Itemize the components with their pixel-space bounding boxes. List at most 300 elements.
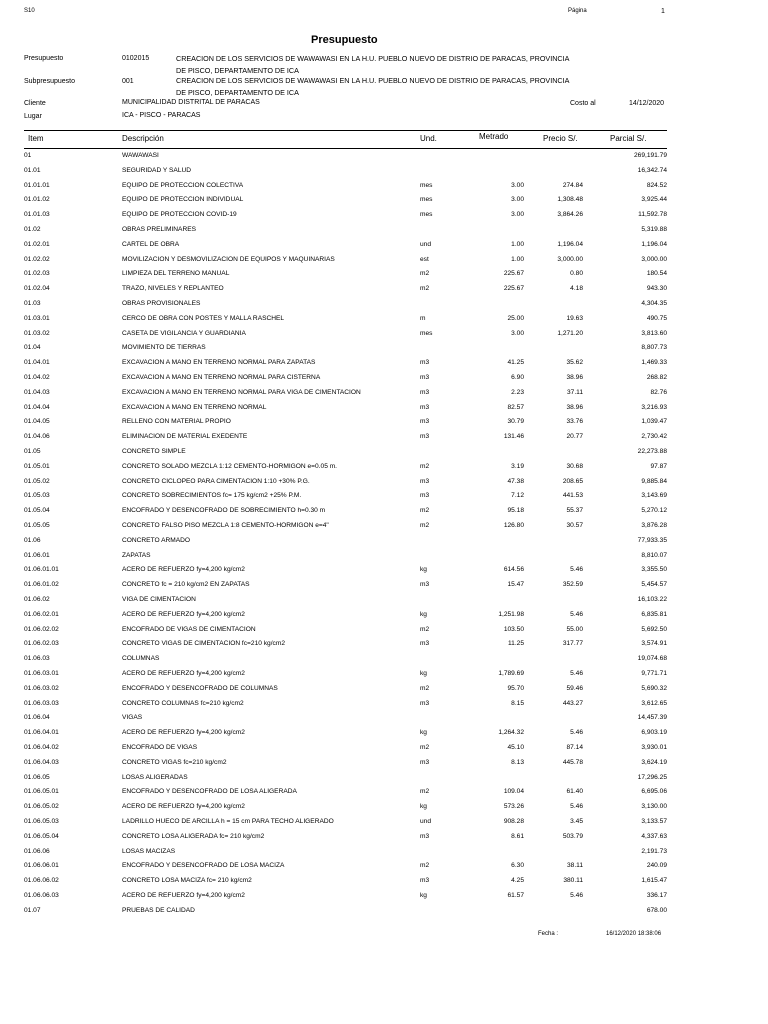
row-item: 01.06.05.03 — [24, 818, 59, 825]
row-metrado: 95.70 — [507, 684, 524, 692]
row-unit: m — [420, 314, 426, 322]
row-unit: und — [420, 240, 432, 248]
row-unit: m2 — [420, 522, 430, 529]
table-row — [0, 698, 768, 713]
row-precio: 3.45 — [570, 818, 583, 825]
row-precio: 5.46 — [570, 729, 583, 737]
table-row — [0, 446, 768, 461]
row-item: 01.01.01 — [24, 181, 50, 189]
table-row — [0, 609, 768, 624]
row-precio: 87.14 — [566, 744, 583, 751]
table-row — [0, 875, 768, 890]
row-description: ENCOFRADO Y DESENCOFRADO DE LOSA ALIGERADA — [122, 788, 297, 796]
row-precio: 274.84 — [562, 181, 583, 189]
row-unit: m3 — [420, 359, 430, 367]
row-parcial: 8,810.07 — [641, 551, 667, 559]
row-description: EQUIPO DE PROTECCION COLECTIVA — [122, 181, 244, 189]
row-precio: 5.46 — [570, 566, 583, 574]
row-unit: m3 — [420, 492, 430, 500]
row-parcial: 22,273.88 — [637, 448, 667, 455]
table-row — [0, 905, 768, 920]
row-precio: 30.57 — [566, 522, 583, 529]
row-item: 01.06.02 — [24, 596, 50, 603]
row-parcial: 3,813.60 — [641, 329, 667, 337]
row-metrado: 126.80 — [503, 522, 524, 529]
table-row — [0, 757, 768, 772]
row-item: 01.06.04.03 — [24, 758, 59, 766]
row-metrado: 1,789.69 — [498, 670, 524, 677]
row-item: 01.06.06 — [24, 847, 50, 855]
table-row — [0, 579, 768, 594]
row-item: 01.06.03.03 — [24, 699, 59, 707]
row-item: 01.06.01.01 — [24, 566, 59, 574]
row-parcial: 9,771.71 — [641, 670, 667, 677]
row-parcial: 2,191.73 — [641, 847, 667, 855]
row-parcial: 269,191.79 — [633, 152, 667, 159]
row-description: ENCOFRADO DE VIGAS DE CIMENTACION — [122, 625, 256, 633]
row-metrado: 25.00 — [507, 314, 524, 322]
row-unit: mes — [420, 211, 433, 219]
row-description: SEGURIDAD Y SALUD — [122, 166, 192, 174]
table-row — [0, 668, 768, 683]
row-parcial: 240.09 — [646, 862, 667, 870]
row-item: 01 — [24, 152, 32, 159]
table-row — [0, 476, 768, 491]
subpresupuesto-desc-line2: DE PISCO, DEPARTAMENTO DE ICA — [176, 88, 299, 97]
table-row — [0, 683, 768, 698]
row-parcial: 16,342.74 — [637, 166, 667, 174]
table-row — [0, 638, 768, 653]
row-item: 01.05 — [24, 448, 41, 455]
row-metrado: 225.67 — [503, 285, 524, 293]
subpresupuesto-code: 001 — [122, 78, 134, 85]
page-title: Presupuesto — [311, 34, 378, 46]
row-item: 01.06.02.03 — [24, 640, 59, 648]
row-description: CONCRETO CICLOPEO PARA CIMENTACION 1:10 +30% P.G. — [122, 477, 310, 485]
row-metrado: 61.57 — [507, 892, 524, 899]
row-description: CONCRETO fc = 210 kg/cm2 EN ZAPATAS — [122, 581, 250, 589]
row-unit: kg — [420, 610, 427, 618]
row-parcial: 3,355.50 — [641, 566, 667, 574]
row-unit: mes — [420, 196, 433, 204]
table-row — [0, 283, 768, 298]
row-item: 01.02.01 — [24, 240, 50, 248]
row-description: CONCRETO ARMADO — [122, 536, 191, 544]
row-item: 01.06.02.01 — [24, 610, 59, 618]
row-item: 01.06 — [24, 536, 41, 544]
row-description: CONCRETO COLUMNAS fc=210 kg/cm2 — [122, 699, 244, 707]
row-description: LOSAS ALIGERADAS — [122, 773, 188, 781]
row-precio: 317.77 — [562, 640, 583, 648]
row-parcial: 268.82 — [646, 374, 667, 381]
row-parcial: 180.54 — [646, 270, 667, 278]
row-unit: m3 — [420, 832, 430, 840]
row-item: 01.05.02 — [24, 477, 50, 485]
row-unit: kg — [420, 670, 427, 677]
row-item: 01.06.03 — [24, 655, 50, 663]
row-precio: 352.59 — [562, 581, 583, 589]
table-row — [0, 831, 768, 846]
row-unit: m2 — [420, 625, 430, 633]
row-precio: 1,271.20 — [557, 329, 583, 337]
row-unit: kg — [420, 566, 427, 574]
row-parcial: 824.52 — [646, 181, 667, 189]
row-parcial: 3,624.19 — [641, 758, 667, 766]
row-precio: 19.63 — [566, 314, 583, 322]
row-parcial: 490.75 — [646, 314, 667, 322]
row-unit: m2 — [420, 862, 430, 870]
row-description: ZAPATAS — [122, 551, 151, 559]
row-description: WAWAWASI — [122, 152, 159, 159]
row-unit: und — [420, 818, 432, 825]
row-parcial: 5,454.57 — [641, 581, 667, 589]
row-item: 01.01 — [24, 166, 41, 174]
subpresupuesto-label: Subpresupuesto — [24, 78, 75, 85]
row-description: VIGAS — [122, 714, 143, 722]
row-item: 01.05.01 — [24, 462, 50, 470]
table-row — [0, 742, 768, 757]
row-unit: m2 — [420, 744, 430, 751]
row-parcial: 1,469.33 — [641, 359, 667, 367]
row-description: ACERO DE REFUERZO fy=4,200 kg/cm2 — [122, 610, 245, 618]
cliente-label: Cliente — [24, 100, 46, 107]
row-metrado: 225.67 — [503, 270, 524, 278]
table-row — [0, 357, 768, 372]
row-description: ACERO DE REFUERZO fy=4,200 kg/cm2 — [122, 803, 245, 811]
row-description: LOSAS MACIZAS — [122, 847, 176, 855]
row-description: MOVILIZACION Y DESMOVILIZACION DE EQUIPOS Y MAQUINARIAS — [122, 255, 335, 263]
row-description: ACERO DE REFUERZO fy=4,200 kg/cm2 — [122, 670, 245, 677]
presupuesto-code: 0102015 — [122, 55, 150, 62]
row-precio: 20.77 — [566, 433, 583, 441]
row-item: 01.02.02 — [24, 255, 50, 263]
row-metrado: 8.15 — [511, 699, 524, 707]
presupuesto-desc-line2: DE PISCO, DEPARTAMENTO DE ICA — [176, 66, 299, 75]
row-parcial: 6,835.81 — [641, 610, 667, 618]
row-parcial: 3,612.65 — [641, 699, 667, 707]
row-item: 01.06.04.02 — [24, 744, 59, 751]
row-parcial: 5,690.32 — [641, 684, 667, 692]
row-precio: 3,000.00 — [557, 255, 583, 263]
row-unit: m3 — [420, 374, 430, 381]
row-parcial: 77,933.35 — [637, 536, 667, 544]
row-metrado: 614.56 — [503, 566, 524, 574]
row-parcial: 1,196.04 — [641, 240, 667, 248]
row-unit: m3 — [420, 581, 430, 589]
row-parcial: 16,103.22 — [637, 596, 667, 603]
row-item: 01.06.03.02 — [24, 684, 59, 692]
row-parcial: 9,885.84 — [641, 477, 667, 485]
row-precio: 37.11 — [566, 388, 583, 396]
table-row — [0, 416, 768, 431]
row-description: ACERO DE REFUERZO fy=4,200 kg/cm2 — [122, 892, 245, 899]
table-row — [0, 564, 768, 579]
row-parcial: 943.30 — [646, 285, 667, 293]
row-description: ACERO DE REFUERZO fy=4,200 kg/cm2 — [122, 566, 245, 574]
row-item: 01.01.02 — [24, 196, 50, 204]
row-metrado: 3.19 — [511, 462, 524, 470]
row-description: ENCOFRADO Y DESENCOFRADO DE LOSA MACIZA — [122, 862, 285, 870]
row-description: MOVIMIENTO DE TIERRAS — [122, 344, 206, 352]
row-parcial: 82.76 — [650, 388, 667, 396]
row-unit: kg — [420, 892, 427, 899]
row-unit: m2 — [420, 270, 430, 278]
row-item: 01.03.02 — [24, 329, 50, 337]
row-parcial: 19,074.68 — [637, 655, 667, 663]
table-row — [0, 772, 768, 787]
lugar-label: Lugar — [24, 113, 42, 120]
row-item: 01.06.01.02 — [24, 581, 59, 589]
row-metrado: 103.50 — [503, 625, 524, 633]
row-precio: 0.80 — [570, 270, 583, 278]
row-metrado: 6.90 — [511, 374, 524, 381]
table-row — [0, 313, 768, 328]
row-description: TRAZO, NIVELES Y REPLANTEO — [122, 285, 224, 293]
cliente-value: MUNICIPALIDAD DISTRITAL DE PARACAS — [122, 99, 260, 106]
row-parcial: 97.87 — [650, 462, 667, 470]
row-parcial: 3,143.69 — [641, 492, 667, 500]
row-description: CONCRETO LOSA ALIGERADA fc= 210 kg/cm2 — [122, 832, 265, 840]
row-metrado: 908.28 — [503, 818, 524, 825]
row-description: LIMPIEZA DEL TERRENO MANUAL — [122, 270, 230, 278]
row-parcial: 5,270.12 — [641, 507, 667, 515]
lugar-value: ICA - PISCO - PARACAS — [122, 112, 201, 119]
col-und: Und. — [420, 134, 437, 143]
row-metrado: 30.79 — [507, 418, 524, 426]
row-parcial: 3,876.28 — [641, 522, 667, 529]
row-parcial: 8,807.73 — [641, 344, 667, 352]
table-row — [0, 431, 768, 446]
row-item: 01.06.04 — [24, 714, 50, 722]
row-precio: 55.37 — [566, 507, 583, 515]
row-precio: 59.46 — [566, 684, 583, 692]
row-parcial: 6,903.19 — [641, 729, 667, 737]
row-item: 01.04.05 — [24, 418, 50, 426]
row-parcial: 11,592.78 — [638, 211, 667, 219]
row-metrado: 1,264.32 — [498, 729, 524, 737]
row-unit: m3 — [420, 403, 430, 411]
presupuesto-desc-line1: CREACION DE LOS SERVICIOS DE WAWAWASI EN LA H.U. PUEBLO NUEVO DE DISTRIO DE PARACAS, PROVINCIA — [176, 54, 570, 63]
row-precio: 208.65 — [562, 477, 583, 485]
row-description: OBRAS PROVISIONALES — [122, 300, 201, 307]
table-row — [0, 727, 768, 742]
row-item: 01.04.06 — [24, 433, 50, 441]
row-description: LADRILLO HUECO DE ARCILLA h = 15 cm PARA TECHO ALIGERADO — [122, 818, 334, 825]
table-row — [0, 786, 768, 801]
row-description: ENCOFRADO Y DESENCOFRADO DE SOBRECIMIENTO h=0.30 m — [122, 507, 326, 515]
table-row — [0, 594, 768, 609]
row-item: 01.06.06.01 — [24, 862, 59, 870]
table-row — [0, 653, 768, 668]
table-row — [0, 535, 768, 550]
table-row — [0, 387, 768, 402]
row-precio: 503.79 — [562, 832, 583, 840]
row-metrado: 15.47 — [507, 581, 524, 589]
table-row — [0, 194, 768, 209]
table-row — [0, 860, 768, 875]
table-row — [0, 624, 768, 639]
row-description: EQUIPO DE PROTECCION INDIVIDUAL — [122, 196, 244, 204]
row-parcial: 5,692.50 — [641, 625, 667, 633]
row-parcial: 3,000.00 — [641, 255, 667, 263]
col-item: Item — [28, 134, 44, 143]
row-metrado: 573.26 — [503, 803, 524, 811]
page-number: 1 — [661, 8, 665, 15]
row-metrado: 41.25 — [507, 359, 524, 367]
row-description: COLUMNAS — [122, 655, 160, 663]
row-item: 01.06.01 — [24, 551, 50, 559]
row-parcial: 14,457.39 — [637, 714, 667, 722]
row-metrado: 131.46 — [503, 433, 524, 441]
row-parcial: 5,319.88 — [641, 226, 667, 233]
row-parcial: 1,615.47 — [641, 877, 667, 885]
row-precio: 5.46 — [570, 803, 583, 811]
row-parcial: 3,133.57 — [641, 818, 667, 825]
row-metrado: 8.13 — [511, 758, 524, 766]
row-item: 01.06.05.01 — [24, 788, 59, 796]
row-precio: 445.78 — [562, 758, 583, 766]
row-description: EQUIPO DE PROTECCION COVID-19 — [122, 211, 237, 219]
row-parcial: 3,216.93 — [641, 403, 667, 411]
row-parcial: 3,130.00 — [641, 803, 667, 811]
row-unit: m3 — [420, 758, 430, 766]
row-item: 01.06.04.01 — [24, 729, 59, 737]
row-description: VIGA DE CIMENTACION — [122, 596, 196, 603]
row-description: CONCRETO SOLADO MEZCLA 1:12 CEMENTO-HORMIGON e=0.05 m. — [122, 462, 338, 470]
row-metrado: 1.00 — [511, 255, 524, 263]
row-precio: 5.46 — [570, 670, 583, 677]
row-unit: m2 — [420, 285, 430, 293]
row-metrado: 6.30 — [511, 862, 524, 870]
row-metrado: 4.25 — [511, 877, 524, 885]
row-unit: m3 — [420, 877, 430, 885]
row-unit: kg — [420, 729, 427, 737]
row-item: 01.06.05.02 — [24, 803, 59, 811]
table-row — [0, 254, 768, 269]
row-description: ACERO DE REFUERZO fy=4,200 kg/cm2 — [122, 729, 245, 737]
table-row — [0, 402, 768, 417]
row-precio: 30.68 — [566, 462, 583, 470]
fecha-label: Fecha : — [538, 931, 559, 937]
row-precio: 61.40 — [566, 788, 583, 796]
row-parcial: 6,695.06 — [641, 788, 667, 796]
row-precio: 443.27 — [562, 699, 583, 707]
row-item: 01.05.03 — [24, 492, 50, 500]
row-metrado: 82.57 — [507, 403, 524, 411]
costo-date: 14/12/2020 — [629, 100, 665, 107]
row-item: 01.07 — [24, 906, 41, 914]
row-precio: 380.11 — [563, 877, 583, 885]
row-parcial: 4,304.35 — [641, 300, 667, 307]
row-precio: 1,196.04 — [557, 240, 583, 248]
row-item: 01.04.02 — [24, 374, 50, 381]
row-unit: m2 — [420, 684, 430, 692]
row-item: 01.06.02.02 — [24, 625, 59, 633]
row-unit: m3 — [420, 699, 430, 707]
row-unit: m3 — [420, 433, 430, 441]
row-item: 01.06.03.01 — [24, 670, 59, 677]
row-metrado: 1.00 — [511, 240, 524, 248]
table-row — [0, 801, 768, 816]
row-item: 01.04.03 — [24, 388, 50, 396]
row-metrado: 11.25 — [507, 640, 524, 648]
row-description: PRUEBAS DE CALIDAD — [122, 906, 195, 914]
row-precio: 5.46 — [570, 892, 583, 899]
row-item: 01.06.05.04 — [24, 832, 59, 840]
row-metrado: 47.38 — [507, 477, 524, 485]
row-item: 01.04 — [24, 344, 41, 352]
presupuesto-label: Presupuesto — [24, 55, 64, 62]
subpresupuesto-desc-line1: CREACION DE LOS SERVICIOS DE WAWAWASI EN LA H.U. PUEBLO NUEVO DE DISTRIO DE PARACAS, PROVINCIA — [176, 76, 570, 85]
row-parcial: 336.17 — [646, 892, 667, 899]
table-row — [0, 846, 768, 861]
page-label: Página — [568, 8, 587, 14]
col-descripcion: Descripción — [122, 134, 164, 143]
table-row — [0, 209, 768, 224]
row-parcial: 3,925.44 — [641, 196, 667, 204]
row-description: ENCOFRADO Y DESENCOFRADO DE COLUMNAS — [122, 684, 278, 692]
table-header — [24, 130, 667, 149]
row-parcial: 1,039.47 — [641, 418, 667, 426]
row-parcial: 4,337.63 — [641, 832, 667, 840]
row-unit: mes — [420, 181, 433, 189]
row-item: 01.02.04 — [24, 285, 50, 293]
row-item: 01.04.04 — [24, 403, 50, 411]
table-row — [0, 150, 768, 165]
row-unit: m3 — [420, 418, 430, 426]
table-row — [0, 461, 768, 476]
row-description: CONCRETO VIGAS fc=210 kg/cm2 — [122, 758, 227, 766]
row-description: CARTEL DE OBRA — [122, 240, 180, 248]
row-unit: m2 — [420, 462, 430, 470]
row-unit: kg — [420, 803, 427, 811]
row-unit: m3 — [420, 388, 430, 396]
row-unit: m3 — [420, 477, 430, 485]
row-metrado: 3.00 — [511, 329, 524, 337]
table-row — [0, 180, 768, 195]
table-row — [0, 520, 768, 535]
row-metrado: 7.12 — [511, 492, 524, 500]
row-item: 01.03 — [24, 300, 41, 307]
row-metrado: 95.18 — [507, 507, 524, 515]
row-description: CASETA DE VIGILANCIA Y GUARDIANIA — [122, 329, 246, 337]
row-precio: 38.11 — [566, 862, 583, 870]
row-precio: 5.46 — [570, 610, 583, 618]
table-row — [0, 224, 768, 239]
fecha-value: 16/12/2020 18:38:06 — [606, 931, 662, 937]
row-precio: 35.62 — [566, 359, 583, 367]
row-unit: m2 — [420, 507, 430, 515]
row-precio: 3,864.26 — [557, 211, 583, 219]
row-metrado: 109.04 — [503, 788, 524, 796]
row-metrado: 3.00 — [511, 181, 524, 189]
table-row — [0, 268, 768, 283]
table-row — [0, 890, 768, 905]
row-item: 01.03.01 — [24, 314, 50, 322]
col-metrado: Metrado — [479, 132, 509, 141]
row-metrado: 3.00 — [511, 211, 524, 219]
row-metrado: 8.61 — [511, 832, 524, 840]
row-metrado: 3.00 — [511, 196, 524, 204]
row-parcial: 3,574.91 — [641, 640, 667, 648]
row-description: RELLENO CON MATERIAL PROPIO — [122, 418, 231, 426]
row-description: CONCRETO SOBRECIMIENTOS fc= 175 kg/cm2 +25% P.M. — [122, 492, 302, 500]
table-row — [0, 712, 768, 727]
row-item: 01.05.04 — [24, 507, 50, 515]
row-metrado: 45.10 — [507, 744, 524, 751]
row-unit: m2 — [420, 788, 430, 796]
row-item: 01.06.05 — [24, 773, 50, 781]
